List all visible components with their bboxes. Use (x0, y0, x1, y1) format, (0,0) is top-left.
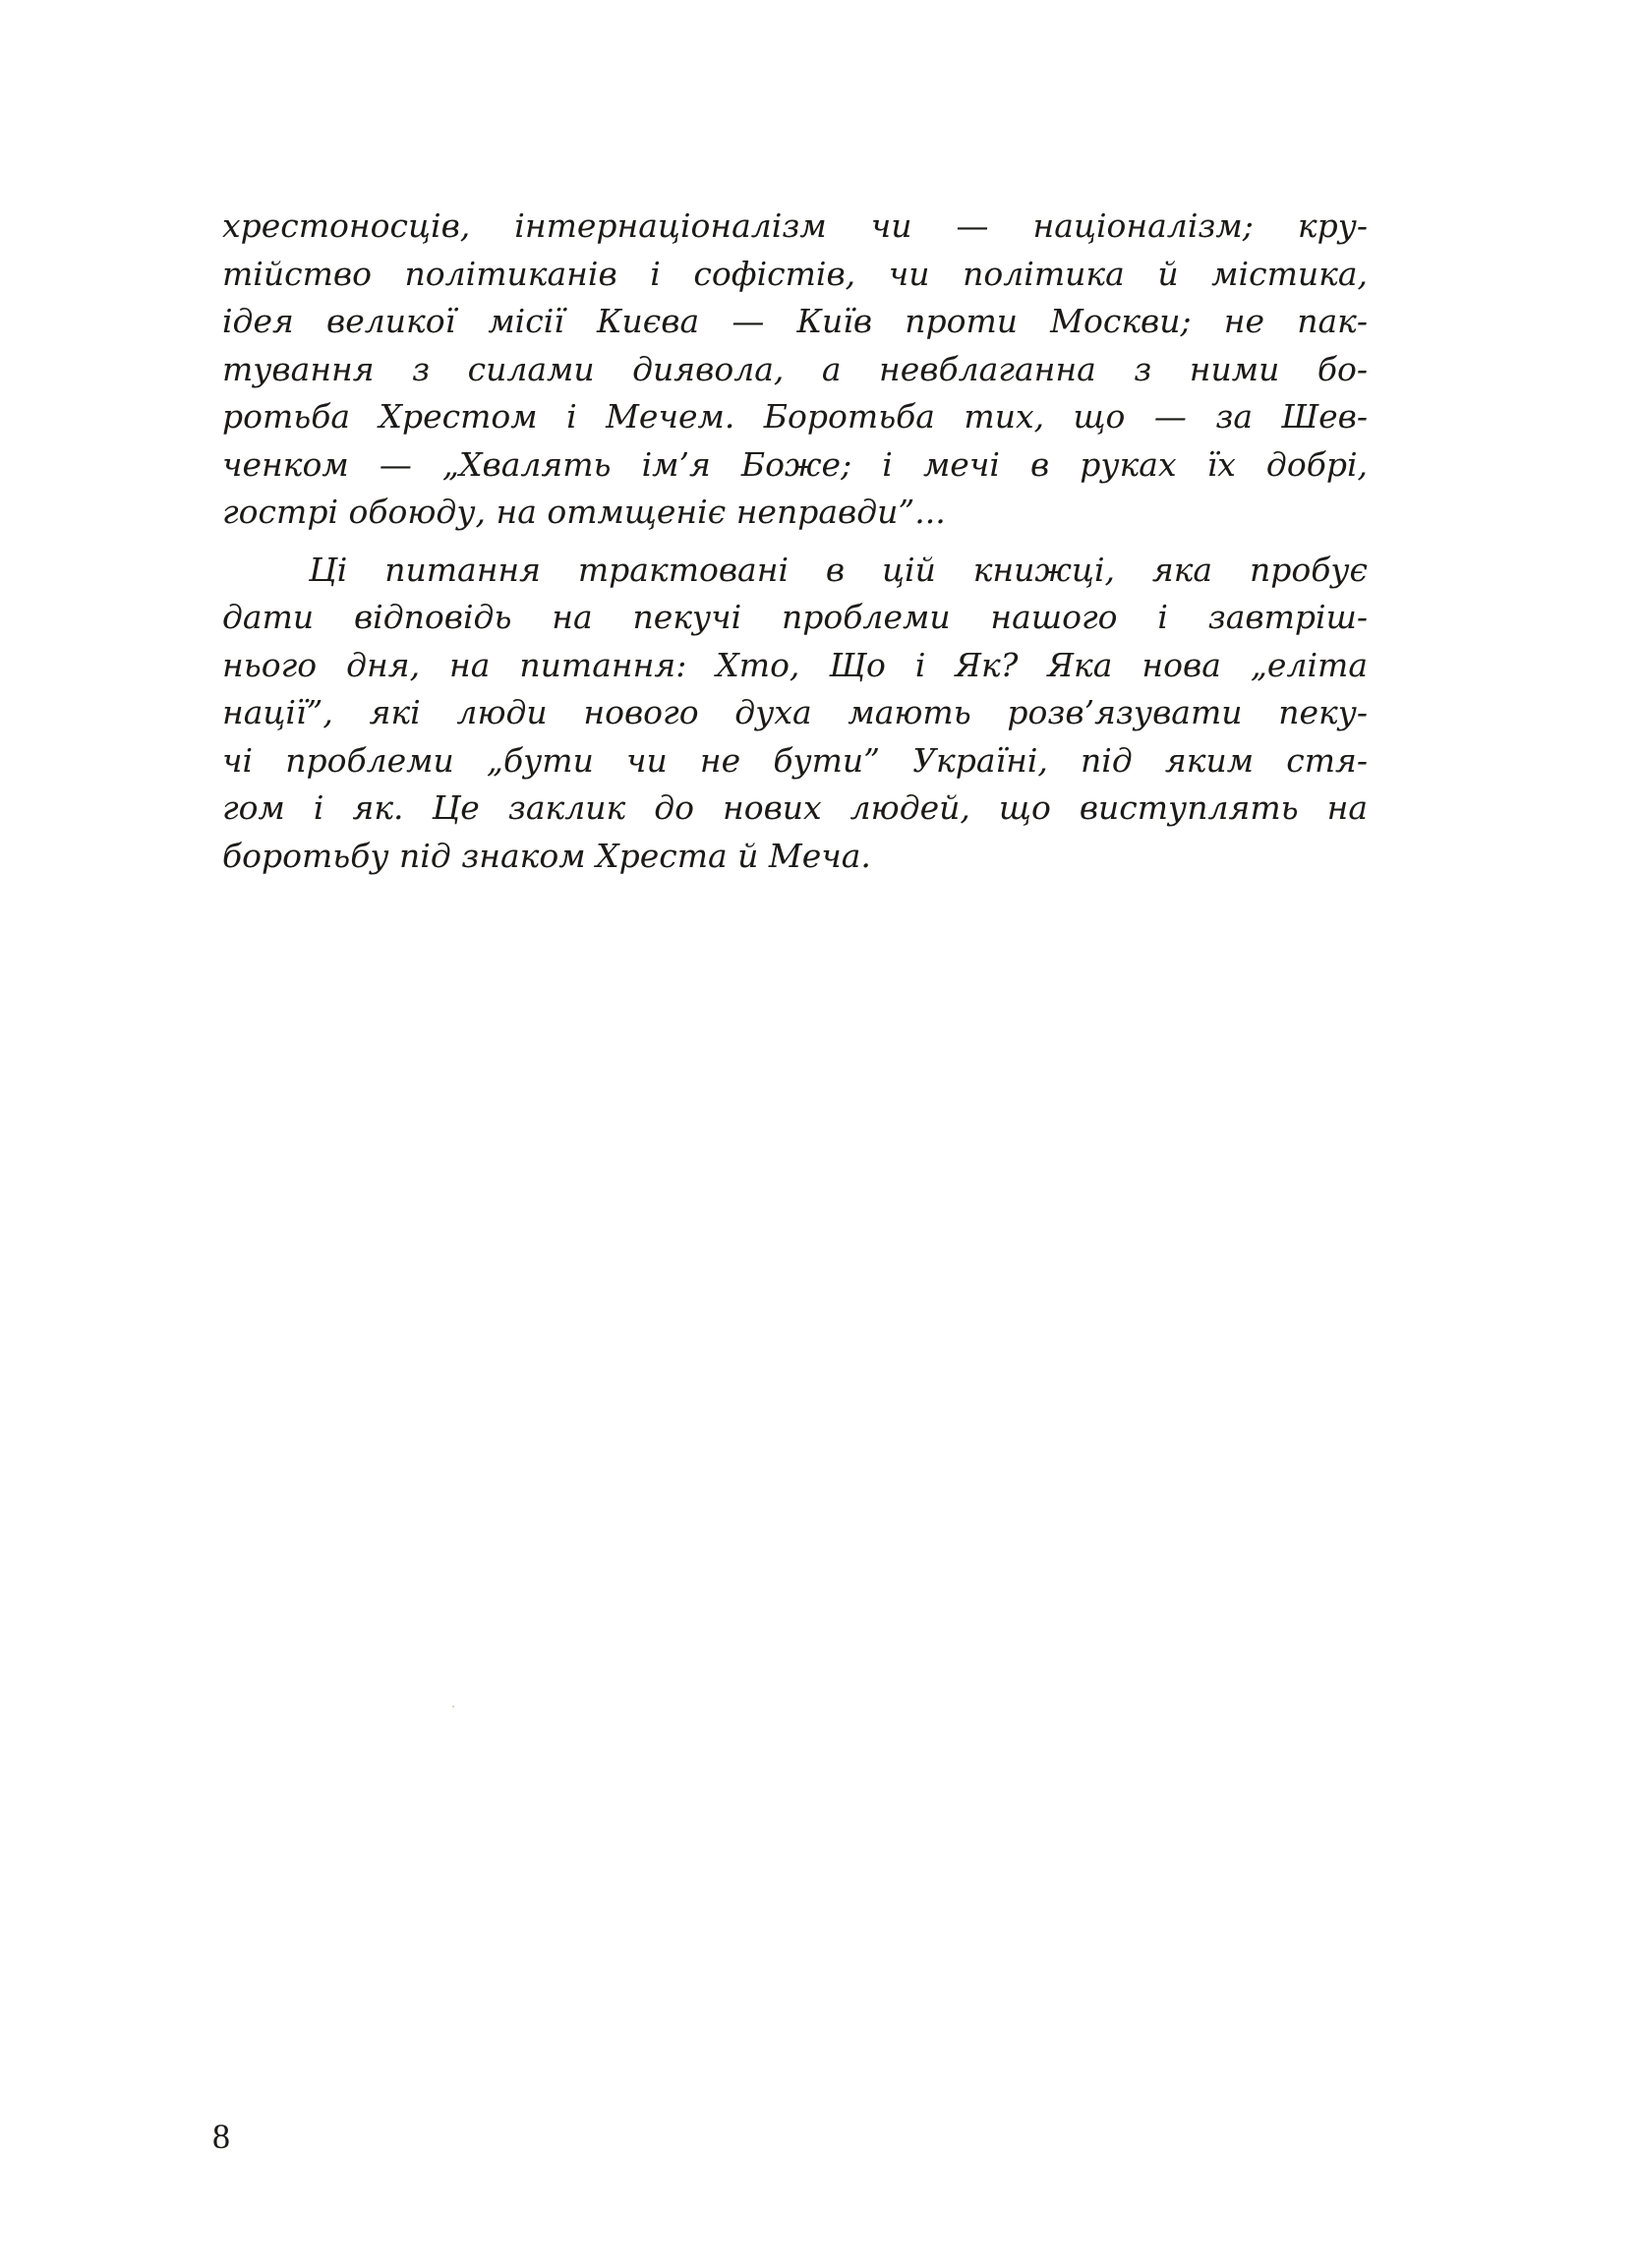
text-line: ротьба Хрестом і Мечем. Боротьба тих, що — за Шев- (222, 397, 1368, 436)
text-line: тійство політиканів і софістів, чи політика й містика, (222, 254, 1368, 293)
paragraph-gap (222, 537, 1368, 547)
text-line: тування з силами диявола, а невблаганна з ними бо- (222, 349, 1368, 388)
text-line: хрестоносців, інтернаціоналізм чи — націоналізм; кру- (222, 206, 1368, 245)
paragraph-1 (222, 203, 1368, 537)
text-line: ідея великої місії Києва — Київ проти Москви; не пак- (222, 302, 1368, 340)
text-line: дати відповідь на пекучі проблеми нашого і завтріш- (222, 598, 1368, 636)
page-number: 8 (212, 2117, 230, 2156)
text-line: гом і як. Це заклик до нових людей, що виступлять на (222, 788, 1368, 827)
text-line: нього дня, на питання: Хто, Що і Як? Яка нова „еліта (222, 645, 1368, 684)
text-line: чі проблеми „бути чи не бути” Україні, під яким стя- (222, 740, 1368, 780)
paragraph-2 (222, 547, 1368, 881)
text-line: Ці питання трактовані в цій книжці, яка пробує (309, 550, 1368, 589)
scan-speck (452, 1706, 454, 1708)
text-line: ченком — „Хвалять ім’я Боже; і мечі в руках їх добрі, (222, 444, 1368, 484)
text-line: гострі обоюду, на отмщеніє неправди”... (222, 493, 946, 531)
text-line: боротьбу під знаком Хреста й Меча. (222, 836, 871, 875)
text-line: нації”, які люди нового духа мають розв’язувати пеку- (222, 693, 1368, 731)
page-body (222, 203, 1368, 880)
